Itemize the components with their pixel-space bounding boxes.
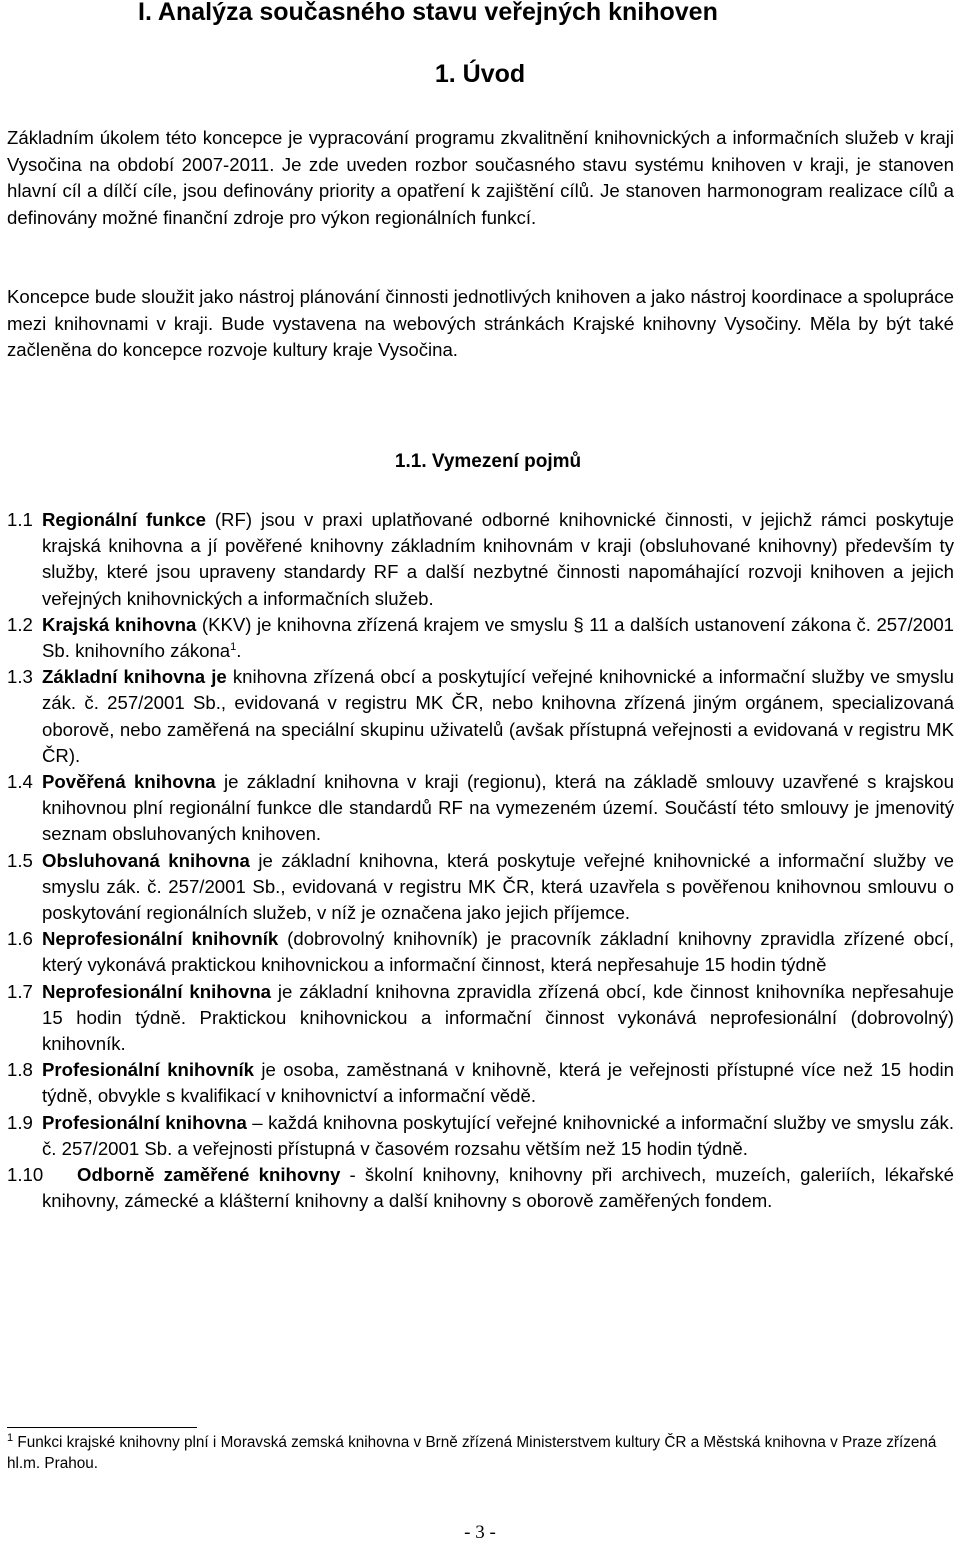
definition-term: Regionální funkce [42,509,206,530]
definition-term: Profesionální knihovník [42,1059,254,1081]
definition-number: 1.5 [7,849,33,871]
footnote-mark: 1 [7,1431,14,1444]
definition-number: 1.6 [7,928,33,950]
footnote-reference: 1 [230,640,237,653]
definition-number: 1.9 [7,1111,33,1133]
section-heading: 1. Úvod [434,60,526,88]
footnote-separator [7,1427,197,1428]
purpose-paragraph: Koncepce bude sloužit jako nástroj plánování činnosti jednotlivých knihoven a jako nástroj koordinace a spolupráce mezi knihovnami v kraji. Bude vystavena na webových stránkách Krajské knihovny Vysočiny. Měla by být také začleněna do koncepce rozvoje kultury kraje Vysočina. [7,286,954,360]
definition-number: 1.4 [7,771,33,793]
definition-item [7,612,954,664]
definition-item [7,769,954,848]
definition-text: knihovna zřízená obcí a poskytující veřejné knihovnické a informační služby ve smyslu zák. č. 257/2001 Sb., evidovaná v registru MK ČR, nebo knihovna zřízená jiným orgánem, specializovaná oborově, nebo zaměřená na speciální skupinu uživatelů (avšak přístupná veřejnosti a evidovaná v registru MK ČR). [42,666,954,766]
subsection-heading: 1.1. Vymezení pojmů [394,451,582,472]
definition-number: 1.1 [7,509,33,530]
definition-text: je osoba, zaměstnaná v knihovně, která je veřejnosti přístupné více než 15 hodin týdně, obvykle s kvalifikací v knihovnictví a informační vědě. [42,1059,955,1107]
definition-term: Základní knihovna je [42,666,227,688]
definition-term: Krajská knihovna [42,613,197,635]
document-title: I. Analýza současného stavu veřejných knihoven [138,0,718,26]
definition-term: Obsluhovaná knihovna [42,849,250,871]
definition-item [7,1057,954,1109]
definition-term: Profesionální knihovna [42,1111,247,1133]
definition-number: 1.10 [7,1164,44,1186]
definition-text: - školní knihovny, knihovny při archivech, muzeích, galeriích, lékařské knihovny, zámecké a klášterní knihovny a další knihovny s oborově zaměřených fondem. [42,1164,954,1212]
definition-item [7,848,954,927]
definition-item [7,664,954,769]
definition-text-tail: . [236,640,242,662]
definition-term: Neprofesionální knihovna [42,980,272,1002]
definition-item [7,507,954,612]
definition-number: 1.7 [7,980,33,1002]
definition-item [7,1110,954,1162]
definition-term: Pověřená knihovna [42,771,216,793]
definition-item [7,926,954,978]
definition-list [7,507,954,1214]
intro-paragraph: Základním úkolem této koncepce je vypracování programu zkvalitnění knihovnických a informačních služeb v kraji Vysočina na období 2007-2011. Je zde uveden rozbor současného stavu systému knihoven v kraji, je stanoven hlavní cíl a dílčí cíle, jsou definovány priority a opatření k zajištění cílů. Je stanoven harmonogram realizace cílů a definovány možné finanční zdroje pro výkon regionálních funkcí. [7,127,954,228]
definition-text: – každá knihovna poskytující veřejné knihovnické a informační služby ve smyslu zák. č. 257/2001 Sb. a veřejnosti přístupná v časovém rozsahu větším než 15 hodin týdně. [42,1111,954,1159]
definition-text: (KKV) je knihovna zřízená krajem ve smyslu § 11 a dalších ustanovení zákona č. 257/2001 Sb. knihovního zákona [42,613,955,662]
page-number: - 3 - [464,1522,496,1543]
definition-item [7,979,954,1058]
definition-text: (RF) jsou v praxi uplatňované odborné knihovnické činnosti, v jejichž rámci poskytuje krajská knihovna a jí pověřené knihovny základním knihovnám v kraji (obsluhované knihovny) především ty služby, které jsou upraveny standardy RF a další nezbytné činnosti napomáhající rozvoji knihoven a jejich veřejných knihovnických a informačních služeb. [42,509,954,609]
definition-item [7,1162,954,1214]
definition-number: 1.2 [7,613,33,635]
footnote-text: Funkci krajské knihovny plní i Moravská zemská knihovna v Brně zřízená Ministerstvem kultury ČR a Městská knihovna v Praze zřízená hl.m. Prahou. [7,1434,937,1472]
definition-text: je základní knihovna, která poskytuje veřejné knihovnické a informační služby ve smyslu zák. č. 257/2001 Sb., evidovaná v registru MK ČR, která uzavřela s pověřenou knihovnou smlouvu o poskytování regionálních služeb, v níž je označena jako jejich příjemce. [42,849,954,924]
definition-term: Odborně zaměřené knihovny [77,1164,341,1186]
definition-number: 1.3 [7,666,33,688]
definition-text: je základní knihovna v kraji (regionu), která na základě smlouvy uzavřené s krajskou knihovnou plní regionální funkce dle standardů RF na vymezeném území. Součástí této smlouvy je jmenovitý seznam obsluhovaných knihoven. [42,771,954,845]
definition-text: je základní knihovna zpravidla zřízená obcí, kde činnost knihovníka nepřesahuje 15 hodin týdně. Praktickou knihovnickou a informační činnost vykonává neprofesionální (dobrovolný) knihovník. [42,980,954,1055]
footnote [7,1433,947,1474]
definition-number: 1.8 [7,1059,33,1081]
definition-text: (dobrovolný knihovník) je pracovník základní knihovny zpravidla zřízené obcí, který vykonává praktickou knihovnickou a informační činnost, která nepřesahuje 15 hodin týdně [42,928,954,976]
definition-term: Neprofesionální knihovník [42,928,279,950]
